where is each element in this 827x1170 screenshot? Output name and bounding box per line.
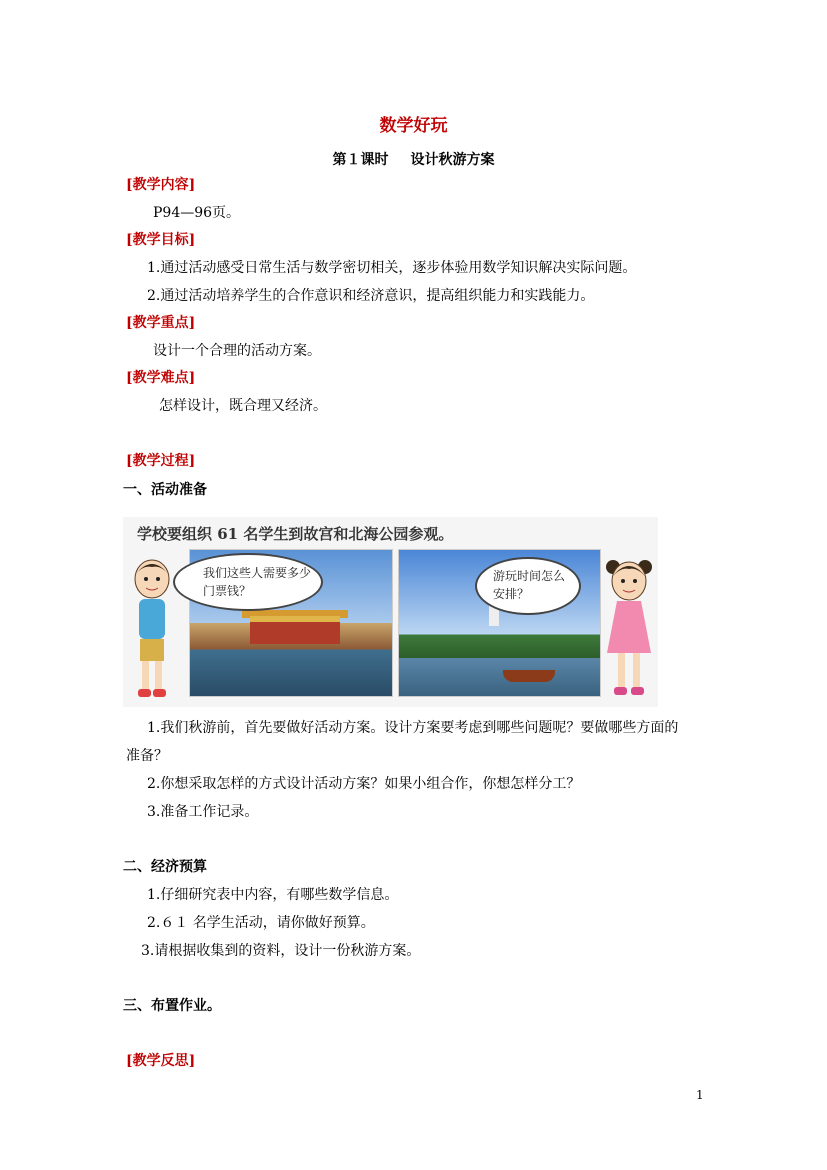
illustration-caption: 学校要组织 61 名学生到故宫和北海公园参观。 bbox=[137, 525, 454, 543]
part1-item: 3.准备工作记录。 bbox=[147, 804, 259, 820]
part1-item: 2.你想采取怎样的方式设计活动方案？如果小组合作，你想怎样分工？ bbox=[147, 776, 581, 792]
lesson-number: 第１课时 bbox=[332, 152, 389, 168]
lesson-subtitle bbox=[0, 149, 827, 169]
speech-bubble-schedule: 游玩时间怎么安排？ bbox=[475, 557, 581, 615]
process-label: [教学过程] bbox=[126, 453, 196, 469]
part1-heading: 一、活动准备 bbox=[123, 482, 207, 498]
lesson-topic: 设计秋游方案 bbox=[410, 152, 495, 168]
part2-item: 3.请根据收集到的资料，设计一份秋游方案。 bbox=[141, 943, 421, 959]
reflection-label: [教学反思] bbox=[126, 1053, 196, 1069]
speech-bubble-ticket-cost: 我们这些人需要多少门票钱？ bbox=[173, 553, 323, 611]
part1-item-continued: 准备？ bbox=[126, 748, 168, 764]
goal-item: 2.通过活动培养学生的合作意识和经济意识，提高组织能力和实践能力。 bbox=[147, 288, 595, 304]
part2-heading: 二、经济预算 bbox=[123, 859, 207, 875]
key-point-label: [教学重点] bbox=[126, 315, 196, 331]
difficulty-text: 怎样设计，既合理又经济。 bbox=[159, 398, 327, 414]
difficulty-label: [教学难点] bbox=[126, 370, 196, 386]
content-text: P94—96页。 bbox=[153, 205, 241, 221]
boy-character-icon bbox=[127, 555, 177, 703]
part3-heading: 三、布置作业。 bbox=[123, 998, 221, 1014]
part2-item: 1.仔细研究表中内容，有哪些数学信息。 bbox=[147, 887, 399, 903]
content-label: [教学内容] bbox=[126, 177, 196, 193]
girl-character-icon bbox=[603, 555, 655, 703]
key-point-text: 设计一个合理的活动方案。 bbox=[153, 343, 321, 359]
goals-label: [教学目标] bbox=[126, 232, 196, 248]
goal-item: 1.通过活动感受日常生活与数学密切相关，逐步体验用数学知识解决实际问题。 bbox=[147, 260, 637, 276]
page-title: 数学好玩 bbox=[379, 116, 448, 136]
page-number: 1 bbox=[696, 1088, 704, 1102]
part2-item: 2.６１ 名学生活动，请你做好预算。 bbox=[147, 915, 375, 931]
textbook-illustration bbox=[123, 517, 658, 707]
part1-item: 1.我们秋游前，首先要做好活动方案。设计方案要考虑到哪些问题呢？要做哪些方面的 bbox=[147, 720, 679, 736]
